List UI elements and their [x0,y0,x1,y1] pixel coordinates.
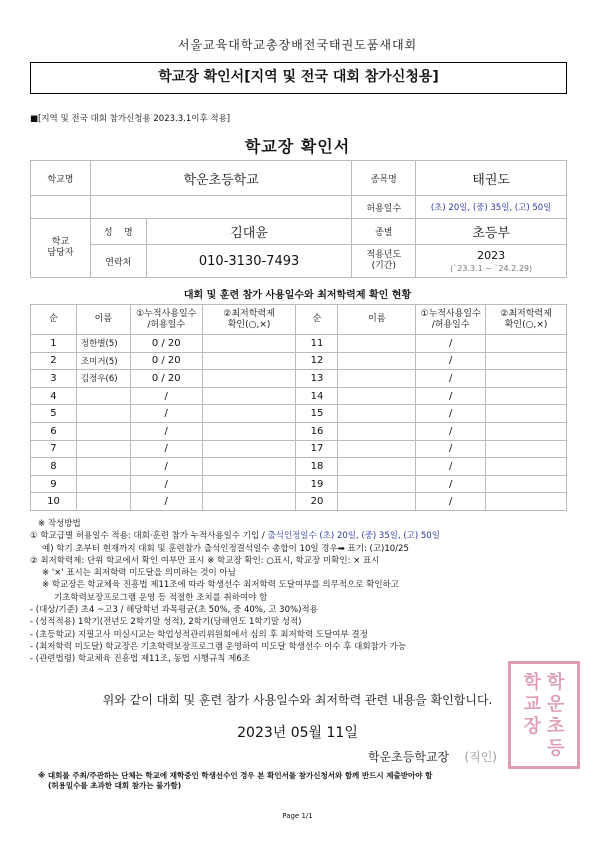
row-min [202,422,296,440]
row-min [202,352,296,370]
event-type-value: 태권도 [416,161,567,196]
table-row [31,440,567,458]
table-row [31,458,567,476]
row-days: 0 / 20 [130,352,202,370]
row-name [338,352,416,370]
note-1 [30,530,570,542]
footnote [38,771,568,791]
row-min [486,475,567,493]
principal-line [368,748,497,765]
row-no: 11 [296,335,338,353]
row-min [202,458,296,476]
row-no: 13 [296,370,338,388]
note-3: ※ '×' 표시는 최저학력 미도달을 의미하는 것이 아님 [42,568,236,579]
row-days: / [416,370,486,388]
row-min [486,370,567,388]
note-2: ② 최저학력제: 단위 학교에서 확인 여부만 표시 ※ 학교장 확인: ○표시, 학교장 미확인: × 표시 [30,555,380,566]
row-no: 15 [296,405,338,423]
school-label: 학교명 [31,161,91,196]
row-min [486,458,567,476]
note-5: - (대상/기준) 초4 ~고3 / 해당학년 과목평균(초 50%, 중 40%, 고 30%)적용 [30,605,318,616]
header-name: 이름 [76,305,130,335]
table-row [31,352,567,370]
row-name [76,440,130,458]
table-row [31,405,567,423]
row-min [202,370,296,388]
row-no: 14 [296,387,338,405]
row-days: / [130,422,202,440]
manager-label: 학교 담당자 [31,219,91,278]
row-days: / [130,387,202,405]
row-name [338,387,416,405]
notes [30,518,570,666]
row-min [486,493,567,511]
header-min: ②최저학력제 확인(○,×) [202,305,296,335]
row-no: 8 [31,458,77,476]
row-no: 17 [296,440,338,458]
table-row [31,475,567,493]
contact-value: 010-3130-7493 [146,245,352,278]
confirm-date: 2023년 05월 11일 [237,725,358,741]
row-min [202,335,296,353]
row-name [338,422,416,440]
row-name [338,458,416,476]
row-no: 7 [31,440,77,458]
allowed-days-label: 허용일수 [352,196,416,219]
seal-mark: (직인) [464,750,497,764]
note-4: ※ 학교장은 학교체육 진흥법 제11조에 따라 학생선수 최저학력 도달여부를 의무적으로 확인하고 [42,580,399,591]
event-name: 서울교육대학교총장배전국태권도품새대회 [177,38,418,52]
row-days: / [130,440,202,458]
header-no-2: 순 [296,305,338,335]
row-min [486,387,567,405]
year-cell [416,245,567,278]
allowed-days-value: (초) 20일, (중) 35일, (고) 50일 [416,196,567,219]
row-name [76,475,130,493]
year-label: 적용년도 (기간) [352,245,416,278]
table-row [31,422,567,440]
scope-note: ■[지역 및 전국 대회 참가신청용 2023.3.1이후 적용] [30,114,231,124]
row-days: 0 / 20 [130,370,202,388]
row-no: 20 [296,493,338,511]
row-name: 조미거(5) [76,352,130,370]
footnote-1: ※ 대회를 주최/주관하는 단체는 학교에 재학중인 학생선수인 경우 본 확인서를 참가신청서와 함께 반드시 제출받아야 함 [38,771,433,780]
row-days: / [416,422,486,440]
row-no: 1 [31,335,77,353]
category-label: 종별 [352,219,416,245]
row-name [338,475,416,493]
row-no: 4 [31,387,77,405]
row-min [202,440,296,458]
row-no: 10 [31,493,77,511]
row-no: 9 [31,475,77,493]
row-no: 16 [296,422,338,440]
contact-label: 연락처 [90,245,146,278]
note-7: - (초등학교) 지필고사 미실시교는 학업성적관리위원회에서 심의 후 최저학력 도달여부 결정 [30,629,368,640]
note-1-blue: 출석인정일수 (초) 20일, (중) 35일, (고) 50일 [267,531,440,542]
info-table [30,160,567,278]
row-days: 0 / 20 [130,335,202,353]
note-6: - (성적적용) 1학기(전년도 2학기말 성적), 2학기(당해연도 1학기말 성적) [30,617,302,628]
row-min [202,387,296,405]
header-no: 순 [31,305,77,335]
row-days: / [416,352,486,370]
doc-title: 학교장 확인서 [244,137,351,156]
row-name: 김정우(6) [76,370,130,388]
title-box: 학교장 확인서[지역 및 전국 대회 참가신청용] [30,62,567,94]
note-1b: 예) 학기 초부터 현재까지 대회 및 훈련참가 출석인정결석일수 총합이 10일 경우➡ 표기: (고)10/25 [42,543,409,554]
name-value: 김대윤 [146,219,352,245]
row-name: 정한별(5) [76,335,130,353]
row-no: 5 [31,405,77,423]
row-days: / [130,493,202,511]
row-min [486,405,567,423]
row-name [76,422,130,440]
school-spacer [31,196,91,219]
row-min [486,422,567,440]
note-9: - (관련법령) 학교체육 진흥법 제11조, 동법 시행규칙 제6조 [30,654,250,665]
official-seal-icon: 학 교 장 학 운 초 등 [508,661,580,769]
row-name [338,493,416,511]
footnote-2: (허용일수를 초과한 대회 참가는 불가함) [48,781,182,790]
row-days: / [416,475,486,493]
note-1-text: ① 학교급별 허용일수 적용: 대회·훈련 참가 누적사용일수 기입 / [30,531,268,542]
page-number: Page 1/1 [282,812,313,820]
table-row [31,370,567,388]
row-min [202,405,296,423]
row-days: / [416,493,486,511]
year-period: (`23.3.1 ~ `24.2.29) [450,263,533,273]
row-name [338,370,416,388]
header-min-2: ②최저학력제 확인(○,×) [486,305,567,335]
row-days: / [416,440,486,458]
year-value: 2023 [477,248,506,262]
row-days: / [416,387,486,405]
header-days-2: ①누적사용일수 /허용일수 [416,305,486,335]
row-name [76,493,130,511]
row-no: 12 [296,352,338,370]
row-no: 18 [296,458,338,476]
name-label: 성 명 [90,219,146,245]
note-4b: 기초학력보장프로그램 운영 등 적절한 조치를 취하여야 함 [54,592,268,603]
confirm-statement: 위와 같이 대회 및 훈련 참가 사용일수와 최저학력 관련 내용을 확인합니다. [102,693,493,707]
school-value: 학운초등학교 [90,161,352,196]
row-days: / [130,475,202,493]
row-min [486,335,567,353]
school-spacer-2 [90,196,352,219]
event-type-label: 종목명 [352,161,416,196]
table-row [31,387,567,405]
row-name [76,387,130,405]
notes-heading: ※ 작성방법 [38,519,81,529]
principal-name: 학운초등학교장 [368,750,450,764]
row-min [202,493,296,511]
row-days: / [130,405,202,423]
status-table [30,304,567,511]
row-no: 2 [31,352,77,370]
row-min [202,475,296,493]
category-value: 초등부 [416,219,567,245]
table-row [31,493,567,511]
row-name [76,458,130,476]
table-row [31,335,567,353]
row-no: 6 [31,422,77,440]
row-min [486,352,567,370]
row-name [338,405,416,423]
header-name-2: 이름 [338,305,416,335]
row-name [76,405,130,423]
row-days: / [416,405,486,423]
row-no: 3 [31,370,77,388]
row-name [338,335,416,353]
note-8: - (최저학력 미도달) 학교장은 기초학력보장프로그램 운영하여 미도달 학생선수 이수 후 대회참가 가능 [30,641,407,652]
row-days: / [130,458,202,476]
row-days: / [416,458,486,476]
header-days: ①누적사용일수 /허용일수 [130,305,202,335]
section-title: 대회 및 훈련 참가 사용일수와 최저학력제 확인 현황 [183,290,412,301]
row-name [338,440,416,458]
row-min [486,440,567,458]
row-days: / [416,335,486,353]
row-no: 19 [296,475,338,493]
